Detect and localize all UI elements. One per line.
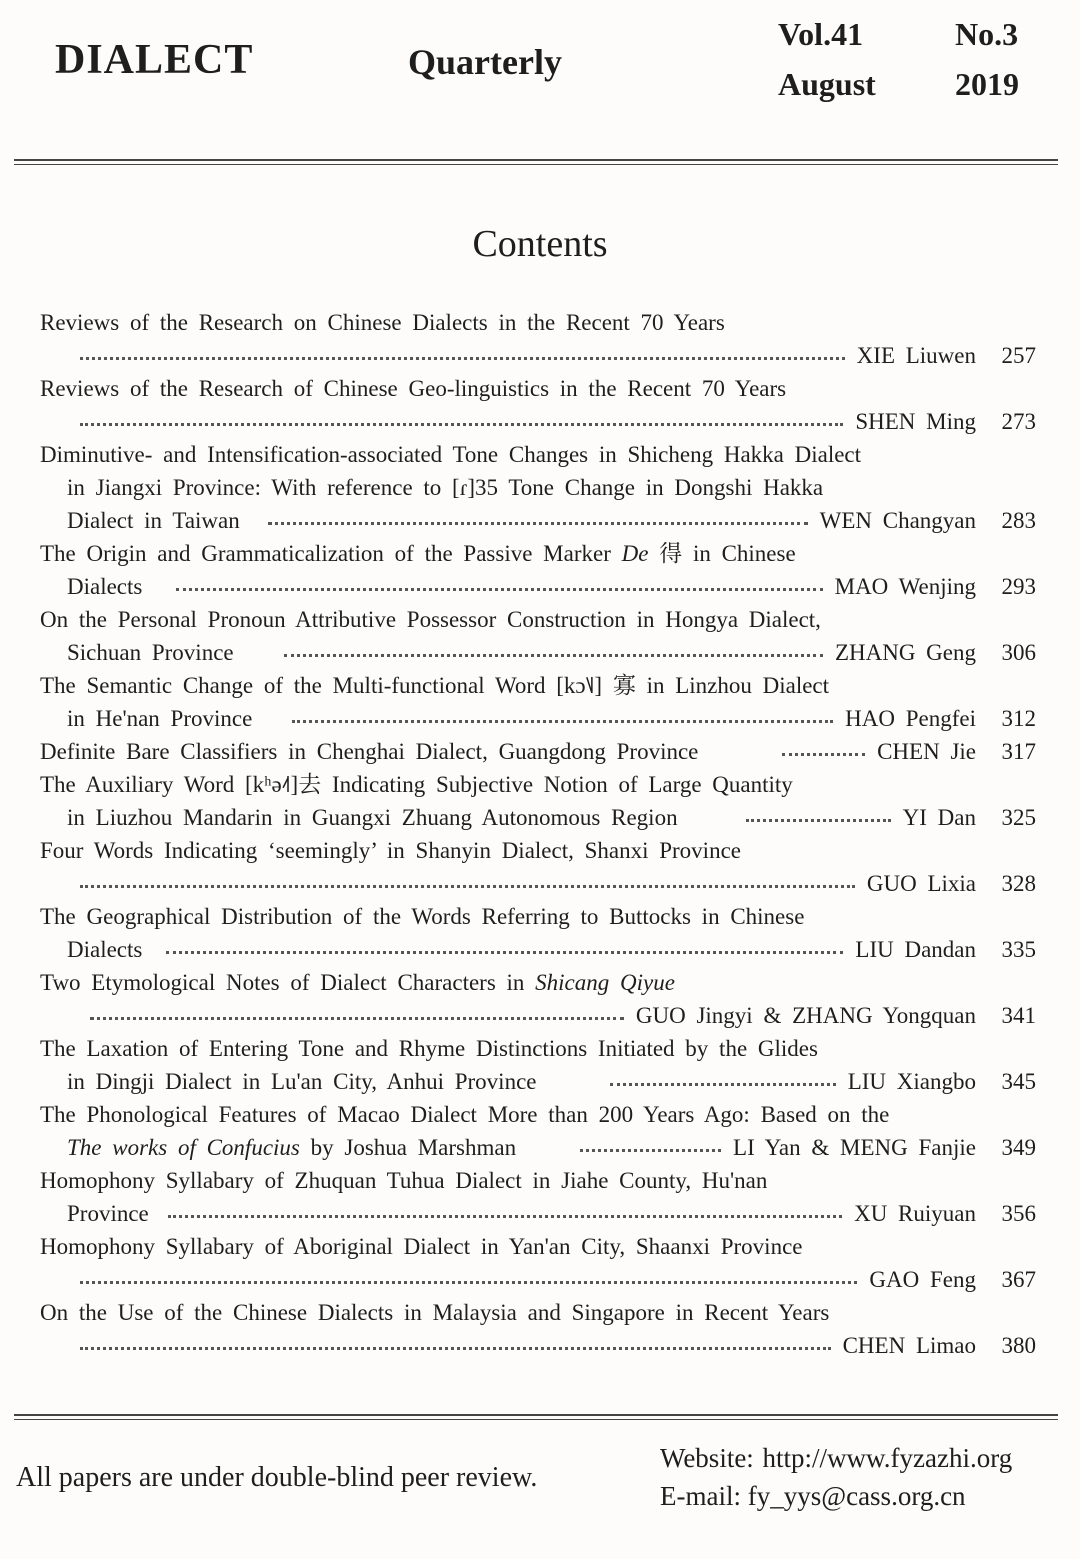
toc-title-line: Province <box>67 1201 149 1226</box>
toc-title-line: Reviews of the Research on Chinese Dialects in the Recent 70 Years <box>40 310 725 335</box>
toc-page-number: 273 <box>1001 409 1036 434</box>
toc-title-line: in Liuzhou Mandarin in Guangxi Zhuang Autonomous Region <box>67 805 678 830</box>
dot-leader <box>80 1281 857 1284</box>
toc-title-line: On the Use of the Chinese Dialects in Malaysia and Singapore in Recent Years <box>40 1300 830 1325</box>
toc-author: HAO Pengfei <box>845 706 976 731</box>
toc-page-number: 328 <box>1001 871 1036 896</box>
toc-author: YI Dan <box>902 805 976 830</box>
toc-page-number: 345 <box>1001 1069 1036 1094</box>
toc-page-number: 335 <box>1001 937 1036 962</box>
toc-title-line: On the Personal Pronoun Attributive Possessor Construction in Hongya Dialect, <box>40 607 821 632</box>
toc-title-line: The Phonological Features of Macao Dialect More than 200 Years Ago: Based on the <box>40 1102 890 1127</box>
toc-title-line: Dialects <box>67 574 143 599</box>
toc-page-number: 356 <box>1001 1201 1036 1226</box>
toc-page-number: 349 <box>1001 1135 1036 1160</box>
dot-leader <box>284 654 823 657</box>
toc-author: LIU Dandan <box>855 937 976 962</box>
toc-entry[interactable] <box>40 372 1040 438</box>
toc-title-line: The Semantic Change of the Multi-functional Word [kɔ˥˩] 寡 in Linzhou Dialect <box>40 673 830 698</box>
toc-author: LIU Xiangbo <box>847 1069 976 1094</box>
toc-title-line: Two Etymological Notes of Dialect Characters in Shicang Qiyue <box>40 970 675 995</box>
dot-leader <box>80 885 855 888</box>
contents-heading: Contents <box>472 223 608 265</box>
toc-page-number: 293 <box>1001 574 1036 599</box>
toc-entry[interactable] <box>40 1296 1040 1362</box>
toc-author: XU Ruiyuan <box>854 1201 976 1226</box>
toc-author: CHEN Limao <box>842 1333 976 1358</box>
toc-title-line: Diminutive- and Intensification-associated Tone Changes in Shicheng Hakka Dialect <box>40 442 862 467</box>
italic-term: De <box>621 541 649 566</box>
volume-label: Vol.41 <box>778 16 864 52</box>
website-link[interactable]: Website: http://www.fyzazhi.org <box>660 1443 1013 1473</box>
toc-title-line: in Dingji Dialect in Lu'an City, Anhui Province <box>67 1069 537 1094</box>
chinese-character: 得 <box>659 541 683 566</box>
toc-title-line: The Geographical Distribution of the Words Referring to Buttocks in Chinese <box>40 904 805 929</box>
toc-page-number: 380 <box>1001 1333 1036 1358</box>
toc-page-number: 325 <box>1001 805 1036 830</box>
toc-author: WEN Changyan <box>819 508 976 533</box>
journal-frequency: Quarterly <box>408 42 562 82</box>
email-link[interactable]: E-mail: fy_yys@cass.org.cn <box>660 1481 966 1511</box>
toc-entry[interactable] <box>40 438 1040 537</box>
dot-leader <box>80 357 845 360</box>
toc-entry[interactable] <box>40 603 1040 669</box>
toc-author: MAO Wenjing <box>834 574 976 599</box>
toc-page-number: 257 <box>1001 343 1036 368</box>
toc-entry[interactable] <box>40 1164 1040 1230</box>
toc-author: ZHANG Geng <box>834 640 976 665</box>
italic-title: Shicang Qiyue <box>535 970 675 995</box>
toc-title-line: Dialects <box>67 937 143 962</box>
toc-author: CHEN Jie <box>877 739 976 764</box>
dot-leader <box>80 1347 831 1350</box>
toc-page-number: 283 <box>1001 508 1036 533</box>
toc-page-number: 367 <box>1001 1267 1036 1292</box>
dot-leader <box>292 720 833 723</box>
italic-title: The works of Confucius <box>67 1135 300 1160</box>
toc-title-line: Sichuan Province <box>67 640 234 665</box>
toc-author: GAO Feng <box>869 1267 976 1292</box>
toc-author: SHEN Ming <box>855 409 976 434</box>
toc-entry[interactable] <box>40 306 1040 372</box>
toc-author: LI Yan & MENG Fanjie <box>733 1135 976 1160</box>
toc-title-line: The works of Confucius by Joshua Marshman <box>67 1135 517 1160</box>
toc-entry[interactable] <box>40 1230 1040 1296</box>
toc-title-line: Homophony Syllabary of Aboriginal Dialect in Yan'an City, Shaanxi Province <box>40 1234 803 1259</box>
toc-entry[interactable] <box>40 900 1040 966</box>
journal-title: DIALECT <box>55 37 254 83</box>
toc-title-line: Homophony Syllabary of Zhuquan Tuhua Dialect in Jiahe County, Hu'nan <box>40 1168 768 1193</box>
toc-page-number: 341 <box>1001 1003 1036 1028</box>
toc-title-line: Reviews of the Research of Chinese Geo-linguistics in the Recent 70 Years <box>40 376 787 401</box>
toc-title-line: Dialect in Taiwan <box>67 508 240 533</box>
dot-leader <box>746 819 891 822</box>
dot-leader <box>580 1149 721 1152</box>
toc-title-line: Definite Bare Classifiers in Chenghai Dialect, Guangdong Province <box>40 739 699 764</box>
toc-author: GUO Jingyi & ZHANG Yongquan <box>635 1003 976 1028</box>
dot-leader <box>176 588 823 591</box>
toc-entry[interactable] <box>40 669 1040 735</box>
dot-leader <box>166 951 843 954</box>
toc-entry[interactable] <box>40 735 1040 768</box>
toc-author: GUO Lixia <box>866 871 976 896</box>
toc-entry[interactable] <box>40 1098 1040 1164</box>
toc-title-line: in Jiangxi Province: With reference to [ɾ]35 Tone Change in Dongshi Hakka <box>67 475 824 500</box>
dot-leader <box>168 1215 842 1218</box>
toc-entry[interactable] <box>40 537 1040 603</box>
toc-entry[interactable] <box>40 834 1040 900</box>
issue-number: No.3 <box>955 16 1019 52</box>
toc-author: XIE Liuwen <box>856 343 976 368</box>
toc-page-number: 306 <box>1001 640 1036 665</box>
dot-leader <box>90 1017 624 1020</box>
toc-entry[interactable] <box>40 768 1040 834</box>
header-divider <box>14 159 1058 165</box>
dot-leader <box>610 1083 836 1086</box>
issue-month: August <box>778 66 876 102</box>
peer-review-note: All papers are under double-blind peer review. <box>16 1462 538 1493</box>
toc-title-line: in He'nan Province <box>67 706 253 731</box>
toc-page-number: 317 <box>1001 739 1036 764</box>
dot-leader <box>80 423 843 426</box>
toc-title-line: The Auxiliary Word [kʰə˨˦]去 Indicating Subjective Notion of Large Quantity <box>40 772 793 797</box>
footer-divider <box>14 1414 1058 1420</box>
toc-title-line: The Laxation of Entering Tone and Rhyme Distinctions Initiated by the Glides <box>40 1036 818 1061</box>
dot-leader <box>782 753 865 756</box>
toc-entry[interactable] <box>40 1032 1040 1098</box>
toc-title-line: Four Words Indicating ‘seemingly’ in Shanyin Dialect, Shanxi Province <box>40 838 741 863</box>
issue-year: 2019 <box>955 66 1019 102</box>
toc-entry[interactable] <box>40 966 1040 1032</box>
toc-title-line: The Origin and Grammaticalization of the Passive Marker De 得 in Chinese <box>40 541 796 566</box>
toc-page-number: 312 <box>1001 706 1036 731</box>
dot-leader <box>268 522 808 525</box>
